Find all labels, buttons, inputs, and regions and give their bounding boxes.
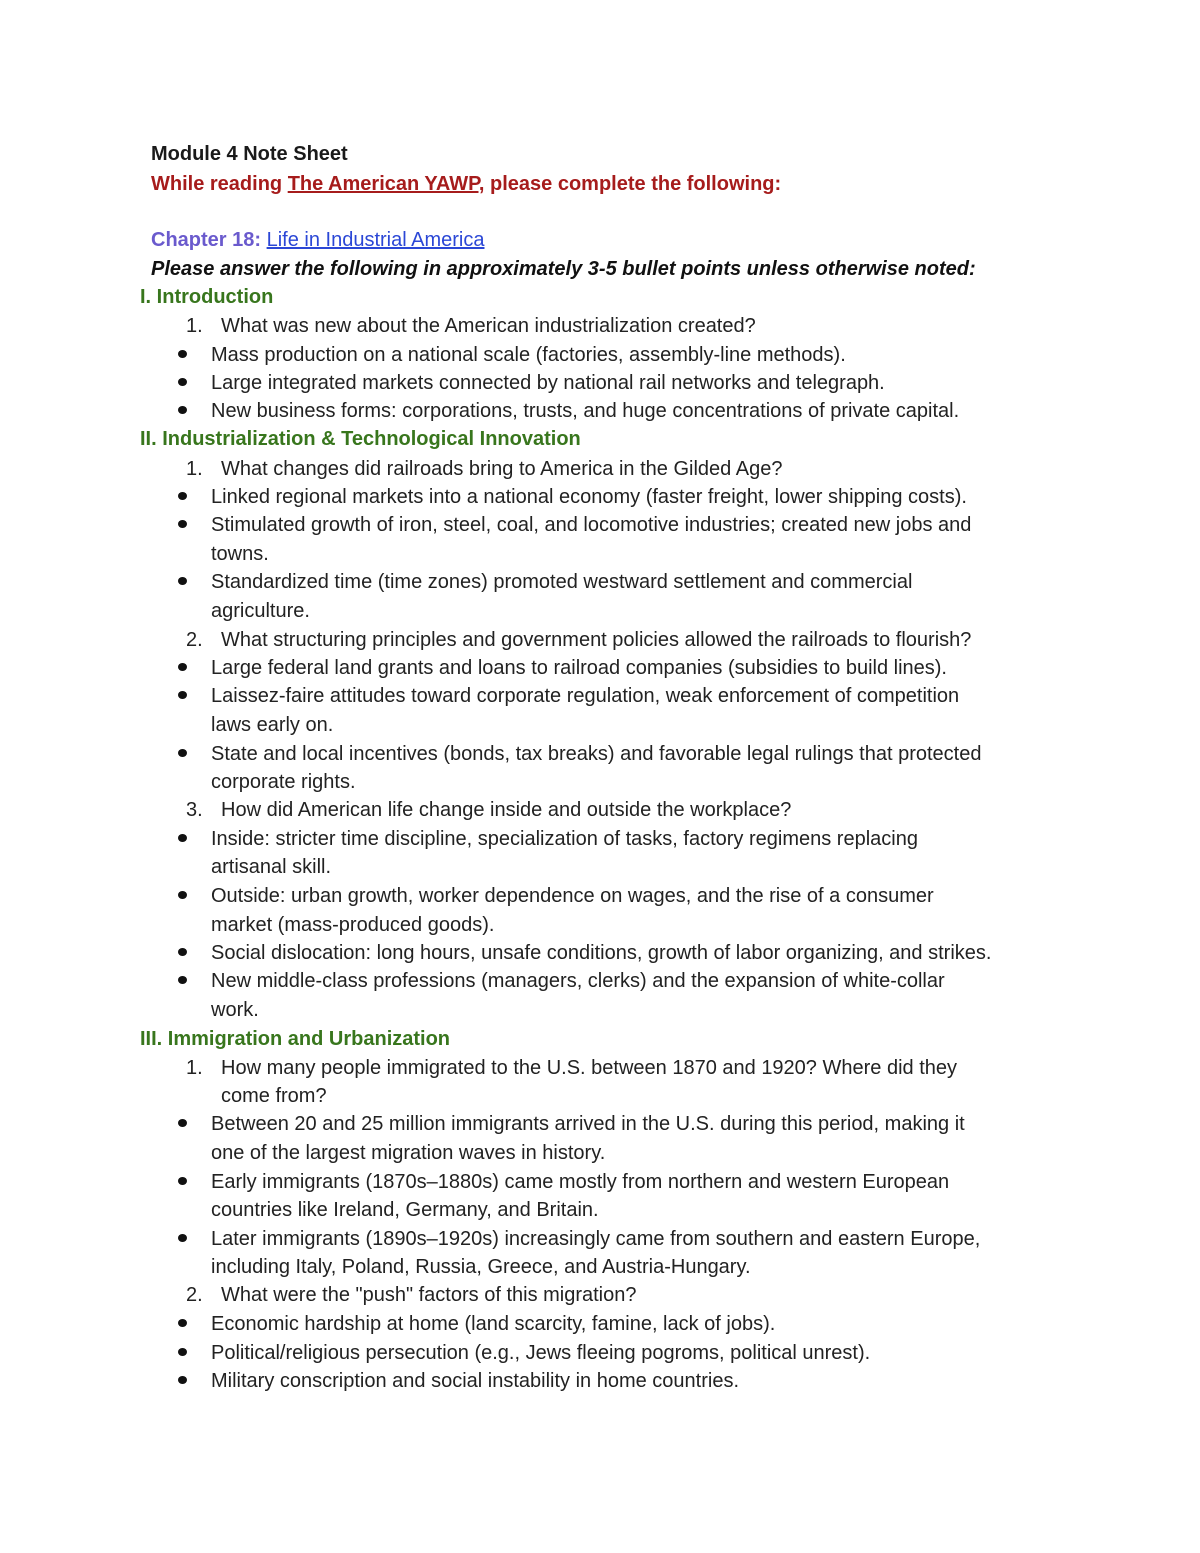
bullet-item xyxy=(211,1168,949,1196)
question xyxy=(186,312,756,340)
bullet-text: Later immigrants (1890s–1920s) increasingly came from southern and eastern Europe, xyxy=(211,1228,981,1250)
subtitle-suffix: please complete the following: xyxy=(484,173,782,195)
bullet-icon xyxy=(178,891,187,899)
question-number: 2. xyxy=(186,629,203,651)
question-continuation: come from? xyxy=(221,1085,327,1107)
bullet-text: Between 20 and 25 million immigrants arrived in the U.S. during this period, making it xyxy=(211,1113,965,1135)
bullet-text: Social dislocation: long hours, unsafe conditions, growth of labor organizing, and strikes. xyxy=(211,942,992,964)
bullet-item xyxy=(211,397,959,425)
question-text: How many people immigrated to the U.S. between 1870 and 1920? Where did they xyxy=(221,1057,957,1079)
section-heading: II. Industrialization & Technological Innovation xyxy=(140,428,581,450)
bullet-icon xyxy=(178,749,187,757)
bullet-item xyxy=(211,1339,870,1367)
bullet-icon xyxy=(178,834,187,842)
bullet-text: State and local incentives (bonds, tax breaks) and favorable legal rulings that protected xyxy=(211,743,982,765)
bullet-continuation: agriculture. xyxy=(211,600,310,622)
bullet-text: Early immigrants (1870s–1880s) came mostly from northern and western European xyxy=(211,1171,950,1193)
bullet-text: Laissez-faire attitudes toward corporate regulation, weak enforcement of competition xyxy=(211,685,960,707)
question-text: How did American life change inside and outside the workplace? xyxy=(221,799,792,821)
page-title: Module 4 Note Sheet xyxy=(151,143,348,165)
bullet-icon xyxy=(178,406,187,414)
bullet-item xyxy=(211,483,967,511)
bullet-text: Economic hardship at home (land scarcity, famine, lack of jobs). xyxy=(211,1313,776,1335)
bullet-text: Military conscription and social instability in home countries. xyxy=(211,1370,740,1392)
bullet-item xyxy=(211,568,912,596)
bullet-icon xyxy=(178,1319,187,1327)
question-text: What structuring principles and government policies allowed the railroads to flourish? xyxy=(221,629,972,651)
bullet-icon xyxy=(178,1234,187,1242)
bullet-item xyxy=(211,825,918,853)
bullet-text: Inside: stricter time discipline, specialization of tasks, factory regimens replacing xyxy=(211,828,918,850)
question xyxy=(186,626,971,654)
bullet-item xyxy=(211,1310,775,1338)
bullet-icon xyxy=(178,492,187,500)
question xyxy=(186,796,791,824)
bullet-item xyxy=(211,740,981,768)
reading-instruction xyxy=(151,170,781,198)
bullet-text: New middle-class professions (managers, clerks) and the expansion of white-collar xyxy=(211,970,945,992)
bullet-item xyxy=(211,1367,739,1395)
bullet-text: Political/religious persecution (e.g., Jews fleeing pogroms, political unrest). xyxy=(211,1342,871,1364)
bullet-text: Outside: urban growth, worker dependence on wages, and the rise of a consumer xyxy=(211,885,934,907)
bullet-icon xyxy=(178,1177,187,1185)
bullet-continuation: one of the largest migration waves in history. xyxy=(211,1142,606,1164)
bullet-icon xyxy=(178,976,187,984)
question-number: 1. xyxy=(186,315,203,337)
bullet-continuation: towns. xyxy=(211,543,269,565)
bullet-icon xyxy=(178,691,187,699)
bullet-icon xyxy=(178,1119,187,1127)
bullet-icon xyxy=(178,1376,187,1384)
bullet-continuation: laws early on. xyxy=(211,714,334,736)
question xyxy=(186,1281,637,1309)
question-text: What were the "push" factors of this migration? xyxy=(221,1284,637,1306)
section-heading: III. Immigration and Urbanization xyxy=(140,1028,451,1050)
bullet-continuation: artisanal skill. xyxy=(211,856,332,878)
bullet-item xyxy=(211,1110,965,1138)
question-number: 3. xyxy=(186,799,203,821)
bullet-icon xyxy=(178,663,187,671)
subtitle-prefix: While reading xyxy=(151,173,288,195)
chapter-line xyxy=(151,226,484,254)
bullet-icon xyxy=(178,577,187,585)
bullet-text: Large integrated markets connected by national rail networks and telegraph. xyxy=(211,372,885,394)
question-number: 1. xyxy=(186,458,203,480)
bullet-icon xyxy=(178,378,187,386)
question-number: 2. xyxy=(186,1284,203,1306)
bullet-icon xyxy=(178,948,187,956)
bullet-text: New business forms: corporations, trusts, and huge concentrations of private capital. xyxy=(211,400,960,422)
question xyxy=(186,1054,957,1082)
bullet-icon xyxy=(178,520,187,528)
bullet-text: Large federal land grants and loans to railroad companies (subsidies to build lines). xyxy=(211,657,947,679)
question-text: What changes did railroads bring to America in the Gilded Age? xyxy=(221,458,783,480)
question-text: What was new about the American industrialization created? xyxy=(221,315,756,337)
bullet-icon xyxy=(178,1348,187,1356)
bullet-item xyxy=(211,654,947,682)
bullet-item xyxy=(211,511,971,539)
book-reference: The American YAWP, xyxy=(287,173,485,195)
chapter-link[interactable]: Life in Industrial America xyxy=(266,229,485,251)
bullet-item xyxy=(211,369,885,397)
bullet-item xyxy=(211,967,945,995)
question-number: 1. xyxy=(186,1057,203,1079)
question xyxy=(186,455,782,483)
bullet-text: Linked regional markets into a national economy (faster freight, lower shipping costs). xyxy=(211,486,967,508)
answer-instructions: Please answer the following in approximately 3-5 bullet points unless otherwise noted: xyxy=(151,258,976,280)
bullet-item xyxy=(211,1225,980,1253)
bullet-item xyxy=(211,882,934,910)
bullet-item xyxy=(211,682,959,710)
bullet-text: Stimulated growth of iron, steel, coal, and locomotive industries; created new jobs and xyxy=(211,514,972,536)
bullet-continuation: countries like Ireland, Germany, and Britain. xyxy=(211,1199,599,1221)
bullet-continuation: market (mass-produced goods). xyxy=(211,914,495,936)
bullet-text: Standardized time (time zones) promoted westward settlement and commercial xyxy=(211,571,913,593)
chapter-label: Chapter 18: xyxy=(151,229,262,251)
bullet-item xyxy=(211,939,991,967)
bullet-continuation: work. xyxy=(211,999,259,1021)
section-heading: I. Introduction xyxy=(140,286,274,308)
bullet-continuation: including Italy, Poland, Russia, Greece, and Austria-Hungary. xyxy=(211,1256,751,1278)
bullet-text: Mass production on a national scale (factories, assembly-line methods). xyxy=(211,344,846,366)
bullet-item xyxy=(211,341,846,369)
bullet-continuation: corporate rights. xyxy=(211,771,356,793)
bullet-icon xyxy=(178,350,187,358)
